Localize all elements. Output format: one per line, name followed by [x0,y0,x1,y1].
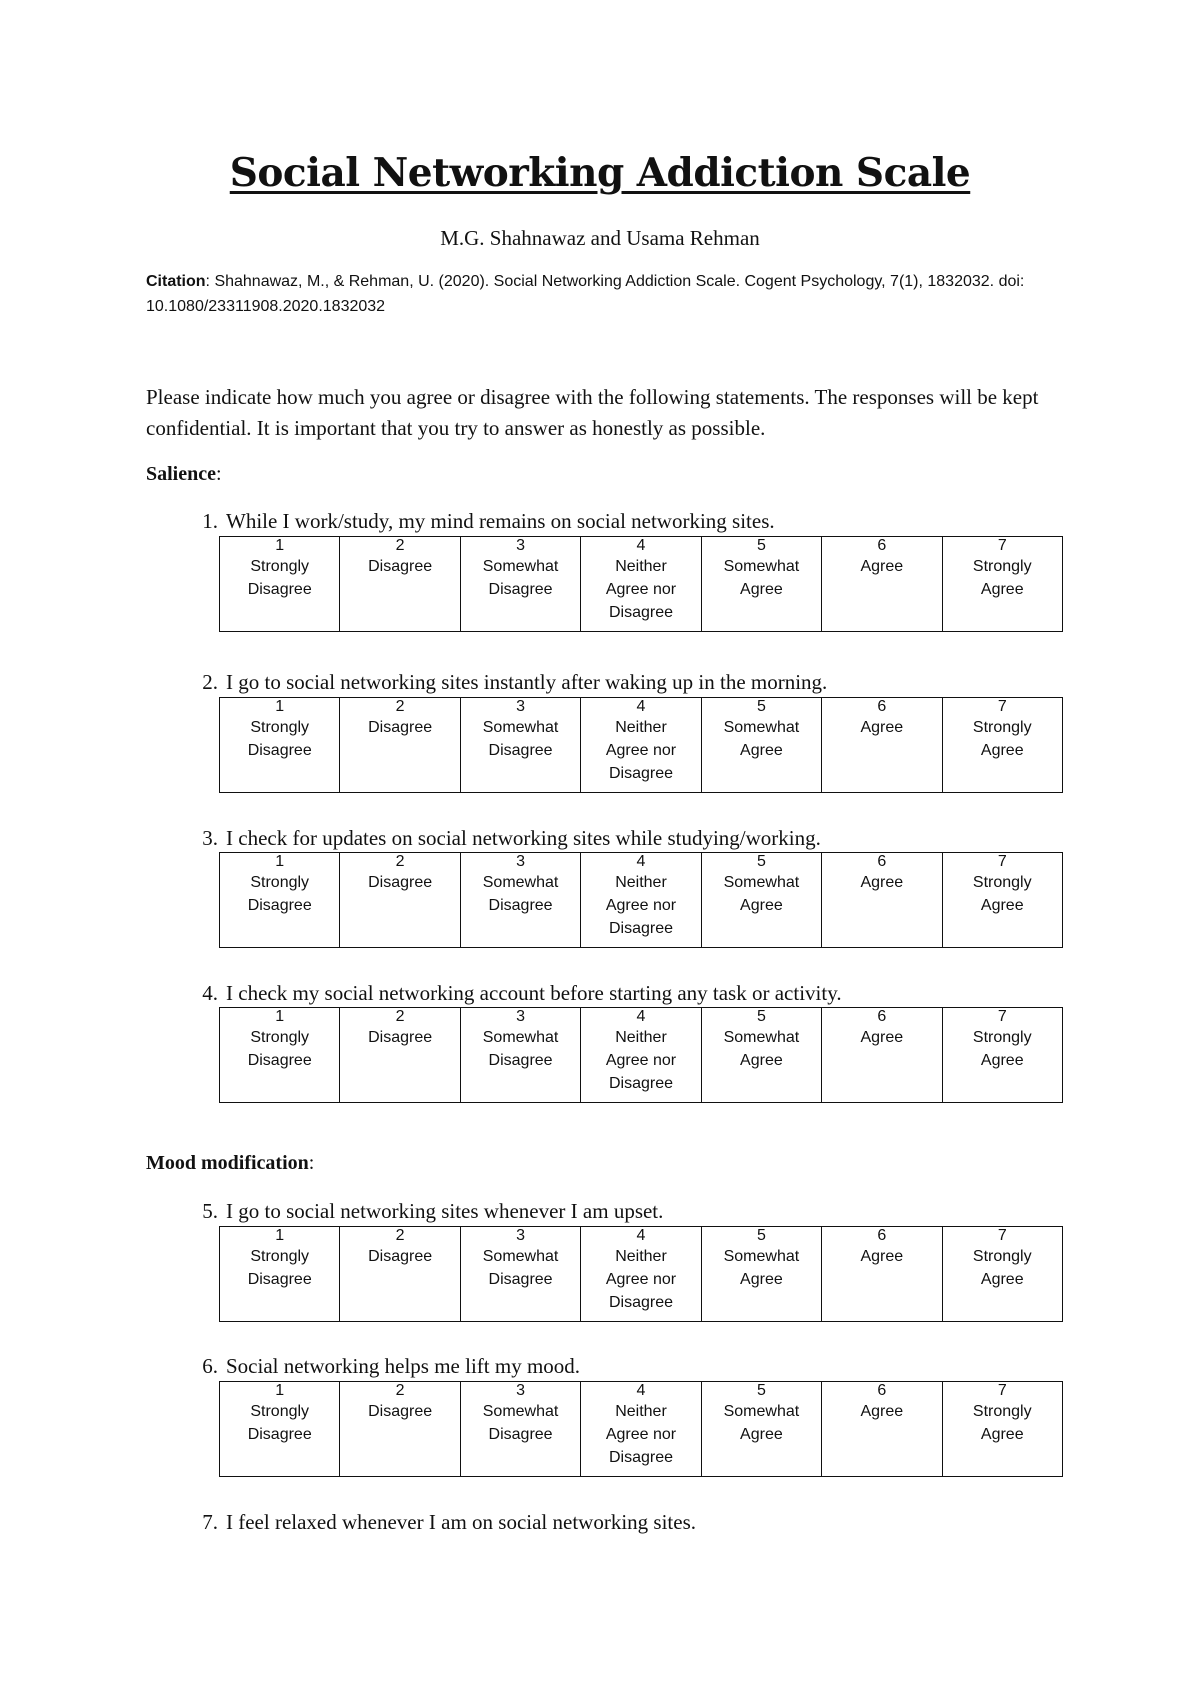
scale-option-1[interactable] [220,1227,340,1322]
question-text: I go to social networking sites instantly after waking up in the morning. [226,670,828,694]
scale-label: Neither Agree nor Disagree [605,719,677,782]
scale-value: 4 [636,1382,646,1399]
scale-value: 7 [997,1382,1007,1399]
scale-value: 7 [997,1227,1007,1244]
scale-option-1[interactable] [220,1382,340,1477]
scale-label: Strongly Disagree [247,1248,312,1288]
question-item-5 [180,1198,1060,1224]
scale-label: Neither Agree nor Disagree [605,1248,677,1311]
scale-value: 2 [395,1227,405,1244]
question-text: While I work/study, my mind remains on social networking sites. [226,509,775,533]
scale-option-2[interactable] [340,698,460,793]
citation-text: : Shahnawaz, M., & Rehman, U. (2020). Social Networking Addiction Scale. Cogent Psychology, 7(1), 1832032. doi: 10.1080/23311908.2020.1832032 [146,273,1025,315]
scale-option-5[interactable] [701,537,821,632]
scale-option-2[interactable] [340,1227,460,1322]
scale-value: 1 [275,853,285,870]
scale-value: 2 [395,698,405,715]
scale-value: 4 [636,1008,646,1025]
scale-option-4[interactable] [581,1227,701,1322]
scale-label: Somewhat Disagree [482,874,559,914]
scale-value: 3 [516,537,525,554]
scale-option-2[interactable] [340,537,460,632]
scale-option-4[interactable] [581,853,701,948]
scale-option-1[interactable] [220,698,340,793]
scale-value: 5 [756,537,766,554]
rating-scale-6 [219,1381,1063,1477]
citation [146,269,1066,319]
scale-label: Strongly Disagree [247,874,312,914]
scale-option-6[interactable] [822,1382,942,1477]
question-item-6 [180,1353,1060,1379]
scale-label: Strongly Disagree [247,558,312,598]
scale-value: 2 [395,853,405,870]
scale-value: 3 [516,1382,525,1399]
scale-value: 6 [877,1382,887,1399]
scale-option-7[interactable] [942,1382,1062,1477]
scale-label: Strongly Agree [972,558,1032,598]
scale-option-6[interactable] [822,537,942,632]
section-heading-mood-modification: Mood modification: [146,1152,315,1174]
scale-label: Agree [860,1403,904,1420]
scale-value: 6 [877,537,887,554]
scale-value: 5 [756,853,766,870]
question-item-4 [180,980,1060,1006]
scale-option-7[interactable] [942,698,1062,793]
scale-label: Strongly Agree [972,1248,1032,1288]
scale-value: 6 [877,698,887,715]
question-number: 4. [202,981,218,1005]
rating-scale-1 [219,536,1063,632]
scale-label: Somewhat Agree [723,1248,800,1288]
scale-value: 4 [636,537,646,554]
scale-option-6[interactable] [822,698,942,793]
scale-label: Strongly Disagree [247,1403,312,1443]
question-text: I go to social networking sites whenever I am upset. [226,1199,664,1223]
authors-line: M.G. Shahnawaz and Usama Rehman [440,226,760,250]
scale-option-3[interactable] [460,1227,580,1322]
scale-option-3[interactable] [460,1382,580,1477]
scale-value: 5 [756,1008,766,1025]
scale-value: 7 [997,698,1007,715]
scale-value: 6 [877,853,887,870]
rating-scale-2 [219,697,1063,793]
scale-option-5[interactable] [701,1008,821,1103]
scale-value: 7 [997,537,1007,554]
scale-option-7[interactable] [942,853,1062,948]
scale-label: Strongly Agree [972,719,1032,759]
scale-option-3[interactable] [460,853,580,948]
scale-option-4[interactable] [581,698,701,793]
rating-scale-5 [219,1226,1063,1322]
scale-label: Agree [860,719,904,736]
scale-label: Agree [860,558,904,575]
scale-value: 3 [516,1008,525,1025]
scale-value: 3 [516,853,525,870]
scale-label: Strongly Disagree [247,719,312,759]
scale-label: Somewhat Agree [723,558,800,598]
scale-value: 1 [275,537,285,554]
scale-label: Strongly Agree [972,1403,1032,1443]
scale-label: Somewhat Agree [723,719,800,759]
scale-label: Somewhat Disagree [482,1248,559,1288]
scale-option-2[interactable] [340,853,460,948]
scale-option-4[interactable] [581,537,701,632]
section-label: Mood modification [146,1152,309,1174]
page-title: Social Networking Addiction Scale [229,150,971,196]
scale-label: Strongly Disagree [247,1029,312,1069]
scale-label: Strongly Agree [972,1029,1032,1069]
scale-label: Somewhat Agree [723,1029,800,1069]
question-item-7 [180,1509,1060,1535]
question-text: I check for updates on social networking sites while studying/working. [226,826,821,850]
scale-option-5[interactable] [701,698,821,793]
scale-label: Somewhat Agree [723,874,800,914]
scale-label: Somewhat Disagree [482,558,559,598]
scale-label: Agree [860,1248,904,1265]
scale-value: 7 [997,1008,1007,1025]
scale-label: Somewhat Disagree [482,719,559,759]
scale-value: 5 [756,698,766,715]
scale-option-7[interactable] [942,1227,1062,1322]
rating-scale-3 [219,852,1063,948]
scale-value: 1 [275,1227,285,1244]
question-number: 5. [202,1199,218,1223]
scale-label: Somewhat Agree [723,1403,800,1443]
scale-label: Agree [860,874,904,891]
question-number: 3. [202,826,218,850]
section-label: Salience [146,463,216,485]
scale-label: Somewhat Disagree [482,1403,559,1443]
scale-option-2[interactable] [340,1008,460,1103]
scale-label: Disagree [368,1248,433,1265]
scale-option-5[interactable] [701,853,821,948]
question-text: I check my social networking account before starting any task or activity. [226,981,842,1005]
scale-option-6[interactable] [822,1008,942,1103]
rating-scale-4 [219,1007,1063,1103]
scale-label: Neither Agree nor Disagree [605,1403,677,1466]
question-number: 2. [202,670,218,694]
scale-label: Neither Agree nor Disagree [605,1029,677,1092]
scale-value: 5 [756,1227,766,1244]
scale-value: 6 [877,1008,887,1025]
scale-option-6[interactable] [822,853,942,948]
section-heading-salience: Salience: [146,463,222,485]
scale-label: Somewhat Disagree [482,1029,559,1069]
scale-label: Disagree [368,719,433,736]
scale-label: Neither Agree nor Disagree [605,874,677,937]
scale-option-1[interactable] [220,1008,340,1103]
scale-value: 4 [636,1227,646,1244]
scale-value: 2 [395,1382,405,1399]
scale-label: Disagree [368,558,433,575]
scale-value: 1 [275,1008,285,1025]
scale-value: 6 [877,1227,887,1244]
scale-label: Strongly Agree [972,874,1032,914]
scale-label: Disagree [368,874,433,891]
scale-label: Agree [860,1029,904,1046]
question-text: Social networking helps me lift my mood. [226,1354,581,1378]
question-item-2 [180,669,1060,695]
scale-value: 3 [516,698,525,715]
scale-option-4[interactable] [581,1382,701,1477]
question-number: 7. [202,1510,218,1534]
scale-option-6[interactable] [822,1227,942,1322]
citation-label: Citation [146,273,206,290]
question-number: 1. [202,509,218,533]
scale-option-1[interactable] [220,853,340,948]
scale-option-1[interactable] [220,537,340,632]
scale-value: 1 [275,698,285,715]
scale-option-3[interactable] [460,1008,580,1103]
scale-value: 2 [395,1008,405,1025]
scale-option-2[interactable] [340,1382,460,1477]
scale-value: 2 [395,537,405,554]
question-text: I feel relaxed whenever I am on social networking sites. [226,1510,696,1534]
scale-value: 1 [275,1382,285,1399]
scale-value: 4 [636,853,646,870]
scale-label: Neither Agree nor Disagree [605,558,677,621]
question-item-1 [180,508,1060,534]
scale-option-7[interactable] [942,1008,1062,1103]
scale-option-4[interactable] [581,1008,701,1103]
scale-value: 3 [516,1227,525,1244]
scale-option-5[interactable] [701,1382,821,1477]
scale-label: Disagree [368,1029,433,1046]
scale-option-5[interactable] [701,1227,821,1322]
question-number: 6. [202,1354,218,1378]
question-item-3 [180,825,1060,851]
scale-option-3[interactable] [460,537,580,632]
scale-option-3[interactable] [460,698,580,793]
scale-label: Disagree [368,1403,433,1420]
scale-option-7[interactable] [942,537,1062,632]
scale-value: 5 [756,1382,766,1399]
scale-value: 4 [636,698,646,715]
instructions: Please indicate how much you agree or disagree with the following statements. The responses will be kept confidential. It is important that you try to answer as honestly as possible. [146,385,1039,440]
scale-value: 7 [997,853,1007,870]
